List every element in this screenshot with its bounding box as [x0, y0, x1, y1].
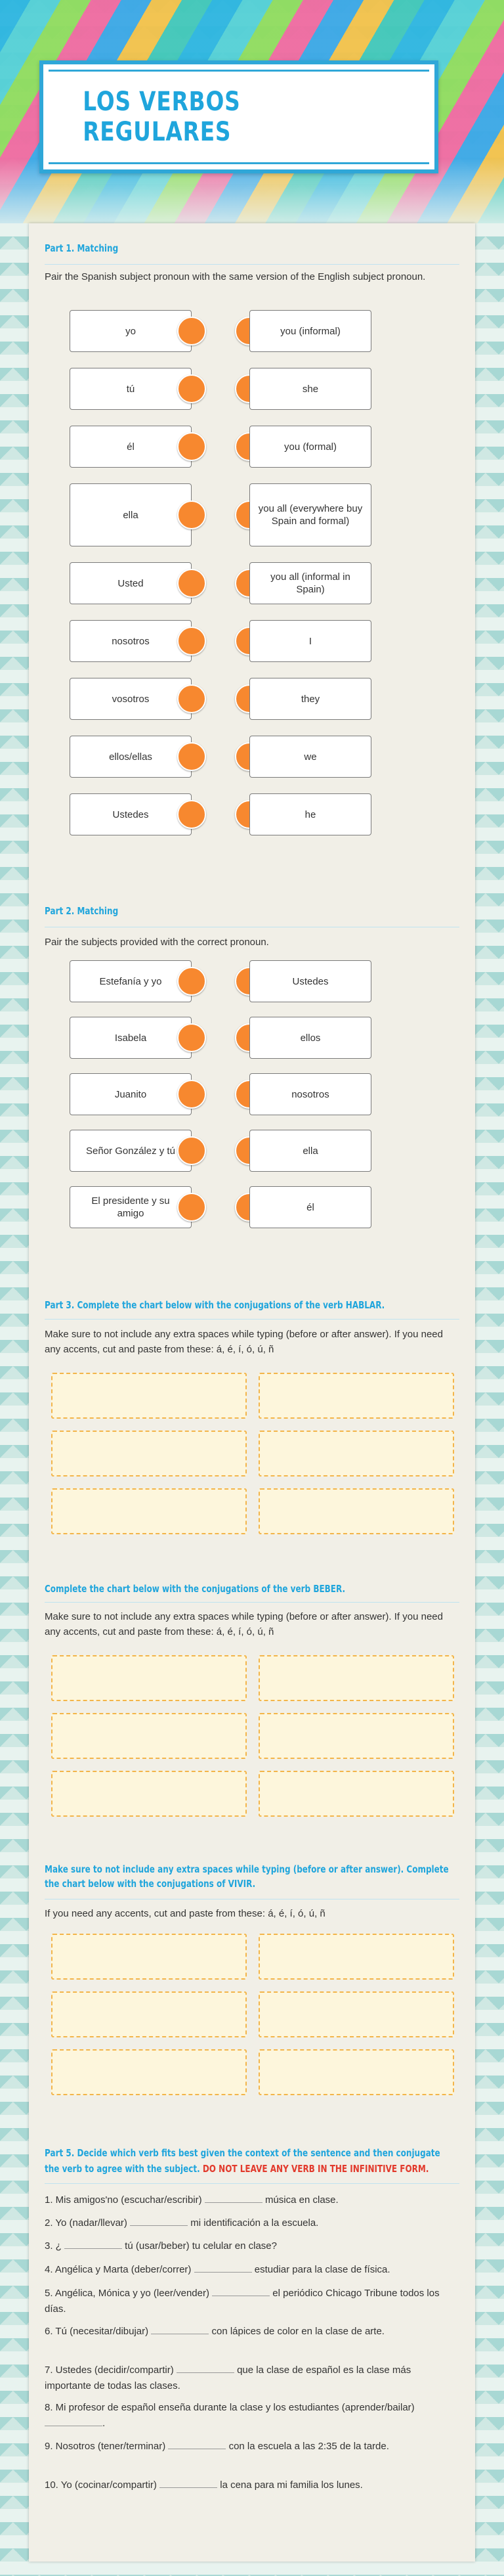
p4-answer-field[interactable] [51, 1771, 247, 1817]
page-title: LOS VERBOS REGULARES [83, 87, 241, 147]
question-text: 3. ¿ [45, 2240, 65, 2252]
question-text: 4. Angélica y Marta (deber/correr) [45, 2264, 194, 2275]
part5-title-text: the verb to agree with the subject. [45, 2163, 203, 2175]
p1-left-connector[interactable] [177, 432, 206, 461]
vivir-title-line2: the chart below with the conjugations of VIVIR. [45, 1878, 256, 1890]
p4-answer-field[interactable] [51, 1655, 247, 1701]
p1-left-connector[interactable] [177, 742, 206, 771]
vivir-title-line1: Make sure to not include any extra spaces while typing (before or after answer). Complete [45, 1863, 449, 1875]
p1-right-item[interactable]: you all (informal in Spain) [249, 562, 371, 604]
p1-right-item[interactable]: he [249, 793, 371, 835]
answer-blank[interactable] [130, 2217, 188, 2226]
p3-answer-field[interactable] [259, 1488, 454, 1534]
question-text: 5. Angélica, Mónica y yo (leer/vender) [45, 2288, 213, 2299]
p1-left-item[interactable]: ella [70, 483, 192, 546]
question-text-end: estudiar para la clase de física. [251, 2264, 390, 2275]
p1-left-connector[interactable] [177, 800, 206, 829]
question-item [45, 2477, 452, 2493]
answer-blank[interactable] [205, 2194, 262, 2203]
part2-title: Part 2. Matching [45, 905, 119, 917]
vivir-instruction: If you need any accents, cut and paste from these: á, é, í, ó, ú, ñ [45, 1908, 326, 1919]
question-item [45, 2324, 452, 2340]
p4-answer-field[interactable] [259, 1655, 454, 1701]
question-text: 9. Nosotros (tener/terminar) [45, 2441, 169, 2452]
p3-answer-field[interactable] [259, 1431, 454, 1477]
p2-left-connector[interactable] [177, 967, 206, 996]
p2-left-connector[interactable] [177, 1136, 206, 1165]
question-text-end: . [102, 2418, 106, 2429]
p1-left-connector[interactable] [177, 627, 206, 655]
answer-blank[interactable] [212, 2287, 270, 2296]
part1-title: Part 1. Matching [45, 242, 119, 254]
question-item [45, 2192, 452, 2208]
question-text-end: con lápices de color en la clase de arte. [209, 2326, 385, 2337]
answer-blank[interactable] [159, 2479, 217, 2488]
p1-left-connector[interactable] [177, 374, 206, 403]
question-item [45, 2238, 452, 2254]
part3-rule [45, 1319, 459, 1320]
question-text-end: música en clase. [262, 2194, 339, 2206]
question-text-end: el periódico Chicago Tribune todos los días. [45, 2288, 440, 2315]
p1-left-item[interactable]: Usted [70, 562, 192, 604]
question-text-end: la cena para mi familia los lunes. [217, 2479, 363, 2491]
part1-rule [45, 264, 459, 265]
p1-left-item[interactable]: tú [70, 368, 192, 410]
part4-title: Complete the chart below with the conjugations of the verb BEBER. [45, 1583, 346, 1595]
p2-right-item[interactable]: él [249, 1186, 371, 1228]
question-text: 2. Yo (nadar/llevar) [45, 2217, 131, 2229]
p5c-answer-field[interactable] [51, 1934, 247, 1980]
answer-blank[interactable] [151, 2325, 209, 2334]
p3-answer-field[interactable] [259, 1373, 454, 1419]
title-card-inner [49, 70, 429, 164]
p1-left-connector[interactable] [177, 684, 206, 713]
p1-left-item[interactable]: él [70, 426, 192, 468]
p2-right-item[interactable]: ella [249, 1130, 371, 1172]
part4-instruction: Make sure to not include any extra spaces while typing (before or after answer). If you need any accents, cut and paste from these: á, é, í, ó, ú, ñ [45, 1611, 443, 1637]
question-text-end: con la escuela a las 2:35 de la tarde. [226, 2441, 389, 2452]
question-text: 7. Ustedes (decidir/compartir) [45, 2365, 177, 2376]
question-item [45, 2262, 452, 2278]
p2-right-item[interactable]: ellos [249, 1017, 371, 1059]
p1-left-connector[interactable] [177, 500, 206, 529]
answer-blank[interactable] [168, 2440, 226, 2449]
question-item [45, 2400, 452, 2432]
p5c-answer-field[interactable] [51, 1991, 247, 2037]
p2-left-connector[interactable] [177, 1080, 206, 1109]
title-card [39, 60, 438, 173]
part3-title: Part 3. Complete the chart below with the conjugations of the verb HABLAR. [45, 1299, 385, 1311]
question-item [45, 2439, 452, 2454]
part5-title-line1: Part 5. Decide which verb fits best given the context of the sentence and then conjugate [45, 2147, 440, 2159]
part2-instruction: Pair the subjects provided with the correct pronoun. [45, 937, 269, 948]
p2-right-item[interactable]: nosotros [249, 1073, 371, 1115]
question-text: 8. Mi profesor de español enseña durante la clase y los estudiantes (aprender/bailar) [45, 2402, 415, 2413]
question-item [45, 2215, 452, 2231]
p4-answer-field[interactable] [259, 1713, 454, 1759]
p2-left-connector[interactable] [177, 1023, 206, 1052]
p1-left-connector[interactable] [177, 317, 206, 345]
p2-left-item[interactable]: Señor González y tú [70, 1130, 192, 1172]
p1-right-item[interactable]: you (informal) [249, 310, 371, 352]
question-text-end: tú (usar/beber) tu celular en clase? [122, 2240, 277, 2252]
answer-blank[interactable] [45, 2417, 102, 2426]
p3-answer-field[interactable] [51, 1488, 247, 1534]
p1-left-item[interactable]: vosotros [70, 678, 192, 720]
p2-left-item[interactable]: Juanito [70, 1073, 192, 1115]
question-text: 10. Yo (cocinar/compartir) [45, 2479, 160, 2491]
answer-blank[interactable] [177, 2364, 234, 2373]
p1-right-item[interactable]: you (formal) [249, 426, 371, 468]
p2-left-item[interactable]: Isabela [70, 1017, 192, 1059]
p1-right-item[interactable]: we [249, 736, 371, 778]
p2-left-item[interactable]: El presidente y su amigo [70, 1186, 192, 1228]
p1-left-item[interactable]: Ustedes [70, 793, 192, 835]
p1-left-item[interactable]: nosotros [70, 620, 192, 662]
part4-rule [45, 1602, 459, 1603]
p4-answer-field[interactable] [259, 1771, 454, 1817]
question-text: 1. Mis amigos'no (escuchar/escribir) [45, 2194, 205, 2206]
part5-rule [45, 2183, 459, 2184]
p2-right-item[interactable]: Ustedes [249, 960, 371, 1002]
question-text: 6. Tú (necesitar/dibujar) [45, 2326, 152, 2337]
p5c-answer-field[interactable] [259, 1934, 454, 1980]
answer-blank[interactable] [194, 2263, 252, 2273]
p2-left-item[interactable]: Estefanía y yo [70, 960, 192, 1002]
p3-answer-field[interactable] [51, 1431, 247, 1477]
question-item [45, 2363, 452, 2394]
p5c-answer-field[interactable] [259, 2049, 454, 2095]
p2-left-connector[interactable] [177, 1193, 206, 1222]
part1-instruction: Pair the Spanish subject pronoun with the same version of the English subject pronoun. [45, 271, 426, 282]
question-text-end: mi identificación a la escuela. [188, 2217, 319, 2229]
part3-instruction: Make sure to not include any extra spaces while typing (before or after answer). If you need any accents, cut and paste from these: á, é, í, ó, ú, ñ [45, 1329, 443, 1355]
question-item [45, 2286, 452, 2317]
part5-title-line2 [45, 2162, 459, 2175]
p1-left-connector[interactable] [177, 569, 206, 598]
p1-right-item[interactable]: I [249, 620, 371, 662]
p5c-answer-field[interactable] [51, 2049, 247, 2095]
p3-answer-field[interactable] [51, 1373, 247, 1419]
question-text-end: que la clase de español es la clase más importante de todas las clases. [45, 2365, 411, 2391]
p4-answer-field[interactable] [51, 1713, 247, 1759]
worksheet [29, 223, 475, 2562]
p1-right-item[interactable]: you all (everywhere buy Spain and formal) [249, 483, 371, 546]
answer-blank[interactable] [64, 2240, 122, 2249]
p1-right-item[interactable]: she [249, 368, 371, 410]
p1-left-item[interactable]: ellos/ellas [70, 736, 192, 778]
p1-left-item[interactable]: yo [70, 310, 192, 352]
p5c-answer-field[interactable] [259, 1991, 454, 2037]
part5-title-warning: DO NOT LEAVE ANY VERB IN THE INFINITIVE FORM. [202, 2163, 429, 2175]
p1-right-item[interactable]: they [249, 678, 371, 720]
